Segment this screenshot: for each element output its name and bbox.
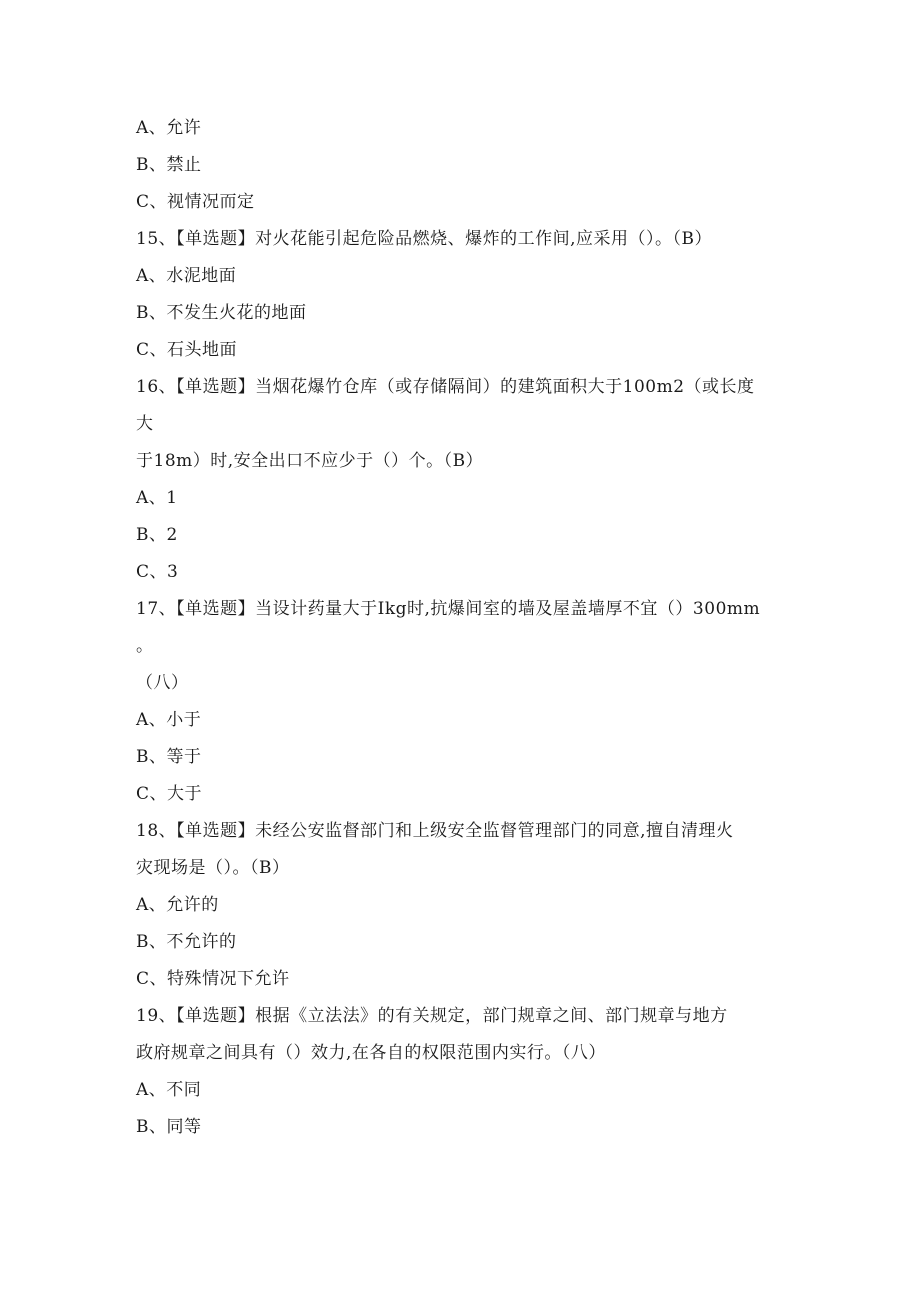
question-17-answer: （八） (136, 673, 189, 693)
option-line: C、3 (136, 562, 179, 582)
option-line: B、等于 (136, 747, 202, 767)
option-line: C、视情况而定 (136, 192, 255, 212)
question-19: 19、【单选题】根据《立法法》的有关规定，部门规章之间、部门规章与地方 (136, 1006, 728, 1026)
option-line: A、不同 (136, 1080, 202, 1100)
option-line: A、允许 (136, 118, 202, 138)
option-line: A、允许的 (136, 895, 219, 915)
question-15: 15、【单选题】对火花能引起危险品燃烧、爆炸的工作间,应采用（）。（B） (136, 229, 713, 249)
option-line: A、水泥地面 (136, 266, 237, 286)
option-line: B、不发生火花的地面 (136, 303, 307, 323)
question-16-continued: 于18m）时,安全出口不应少于（）个。（B） (136, 451, 484, 471)
option-line: A、小于 (136, 710, 202, 730)
question-17-continued: 。 (136, 636, 154, 656)
question-17: 17、【单选题】当设计药量大于Ikg时,抗爆间室的墙及屋盖墙厚不宜（）300mm (136, 599, 761, 619)
question-16: 16、【单选题】当烟花爆竹仓库（或存储隔间）的建筑面积大于100m2（或长度 (136, 377, 755, 397)
option-line: B、2 (136, 525, 178, 545)
question-18-continued: 灾现场是（）。（B） (136, 858, 290, 878)
option-line: C、大于 (136, 784, 203, 804)
question-19-continued: 政府规章之间具有（）效力,在各自的权限范围内实行。（八） (136, 1043, 606, 1063)
option-line: C、石头地面 (136, 340, 238, 360)
option-line: C、特殊情况下允许 (136, 969, 290, 989)
option-line: A、1 (136, 488, 178, 508)
option-line: B、不允许的 (136, 932, 237, 952)
option-line: B、禁止 (136, 155, 202, 175)
question-18: 18、【单选题】未经公安监督部门和上级安全监督管理部门的同意,擅自清理火 (136, 821, 734, 841)
option-line: B、同等 (136, 1117, 202, 1137)
question-16-continued: 大 (136, 414, 154, 434)
